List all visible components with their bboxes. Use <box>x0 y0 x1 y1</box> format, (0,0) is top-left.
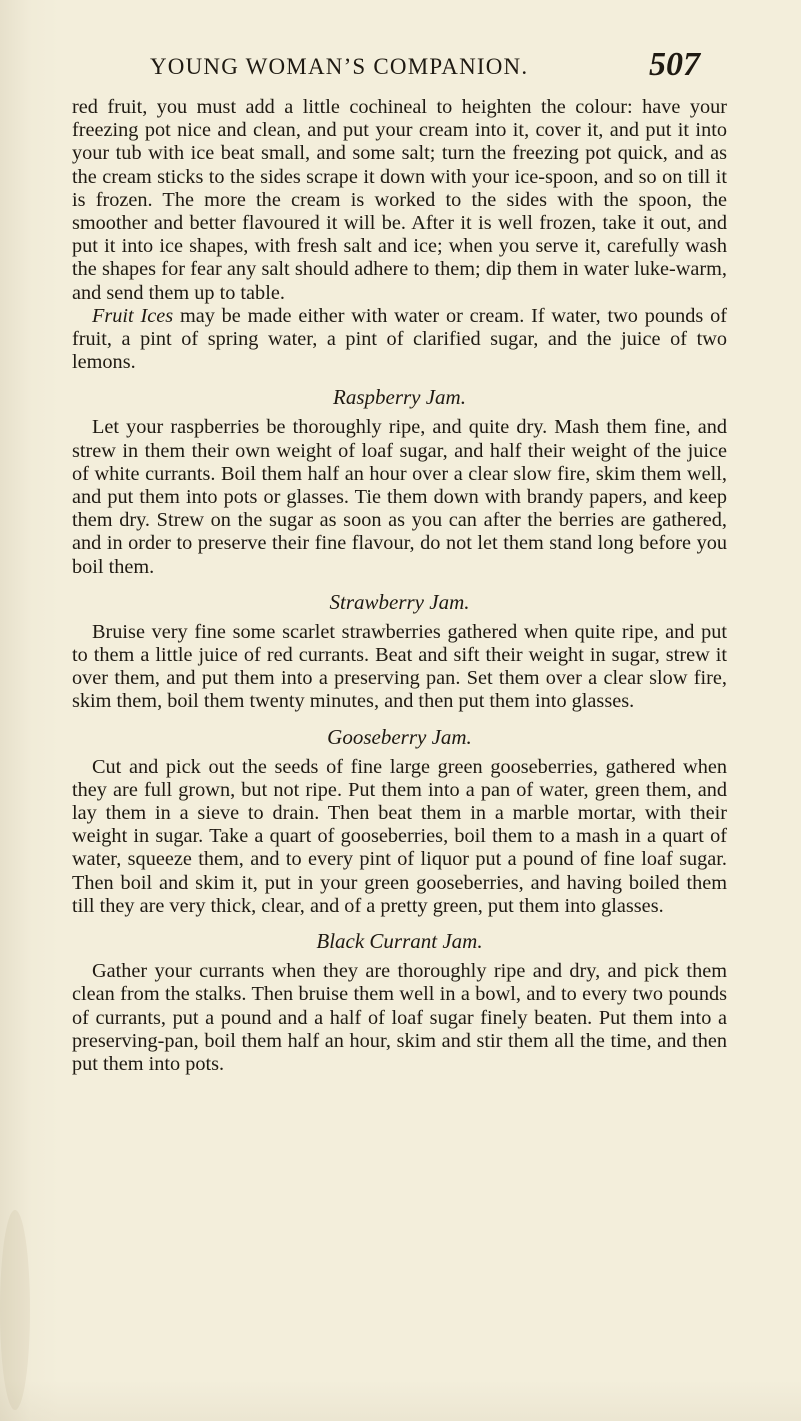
page-number: 507 <box>649 46 700 83</box>
recipe-raspberry-jam: Let your raspberries be thoroughly ripe, and quite dry. Mash them fine, and strew in them their own weight of loaf sugar, and half their weight of the juice of white currants. Boil them half an hour over a clear slow fire, skim them well, and put them into pots or glasses. Tie them down with brandy papers, and keep them dry. Strew on the sugar as soon as you can after the berries are gathered, and in order to preserve their fine flavour, do not let them stand long before you boil them. <box>72 416 727 578</box>
recipe-strawberry-jam: Bruise very fine some scarlet strawberries gathered when quite ripe, and put to them a little juice of red currants. Beat and sift their weight in sugar, strew it over them, and put them into a preserving pan. Set them over a clear slow fire, skim them, boil them twenty minutes, and then put them into glasses. <box>72 620 727 713</box>
heading-gooseberry-jam: Gooseberry Jam. <box>327 724 472 749</box>
page-body <box>72 96 727 1076</box>
fruit-ices-lead: Fruit Ices <box>92 304 174 327</box>
heading-strawberry-jam: Strawberry Jam. <box>329 589 470 614</box>
heading-black-currant-jam: Black Currant Jam. <box>316 929 483 954</box>
page-header <box>140 46 700 90</box>
recipe-black-currant-jam: Gather your currants when they are thoroughly ripe and dry, and pick them clean from the stalks. Then bruise them well in a bowl, and to every two pounds of currants, put a pound and a half of loaf sugar finely beaten. Put them into a preserving-pan, boil them half an hour, skim and stir them all the time, and then put them into pots. <box>72 960 727 1075</box>
recipe-gooseberry-jam: Cut and pick out the seeds of fine large green gooseberries, gathered when they are full grown, but not ripe. Put them into a pan of water, green them, and lay them in a sieve to drain. Then beat them in a marble mortar, with their weight in sugar. Take a quart of gooseberries, boil them to a mash in a quart of water, squeeze them, and to every pint of liquor put a pound of fine loaf sugar. Then boil and skim it, put in your green gooseberries, and having boiled them till they are very thick, clear, and of a pretty green, put them into glasses. <box>72 755 727 917</box>
paragraph-ice-cream-continued: red fruit, you must add a little cochineal to heighten the colour: have your freezing pot nice and clean, and put your cream into it, cover it, and put it into your tub with ice beat small, and some salt; turn the freezing pot quick, and as the cream sticks to the sides scrape it down with your ice-spoon, and so on till it is frozen. The more the cream is worked to the sides with the spoon, the smoother and better flavoured it will be. After it is well frozen, take it out, and put it into ice shapes, with fresh salt and ice; when you serve it, carefully wash the shapes for fear any salt should adhere to them; dip them in water luke-warm, and send them up to table. <box>72 96 727 304</box>
paper-stain <box>0 1210 30 1410</box>
fruit-ices-text: may be made either with water or cream. If water, two pounds of fruit, a pint of spring water, a pint of clarified sugar, and the juice of two lemons. <box>72 304 727 374</box>
heading-raspberry-jam: Raspberry Jam. <box>333 385 466 410</box>
running-head: YOUNG WOMAN’S COMPANION. <box>150 54 529 79</box>
paragraph-fruit-ices <box>72 305 727 375</box>
